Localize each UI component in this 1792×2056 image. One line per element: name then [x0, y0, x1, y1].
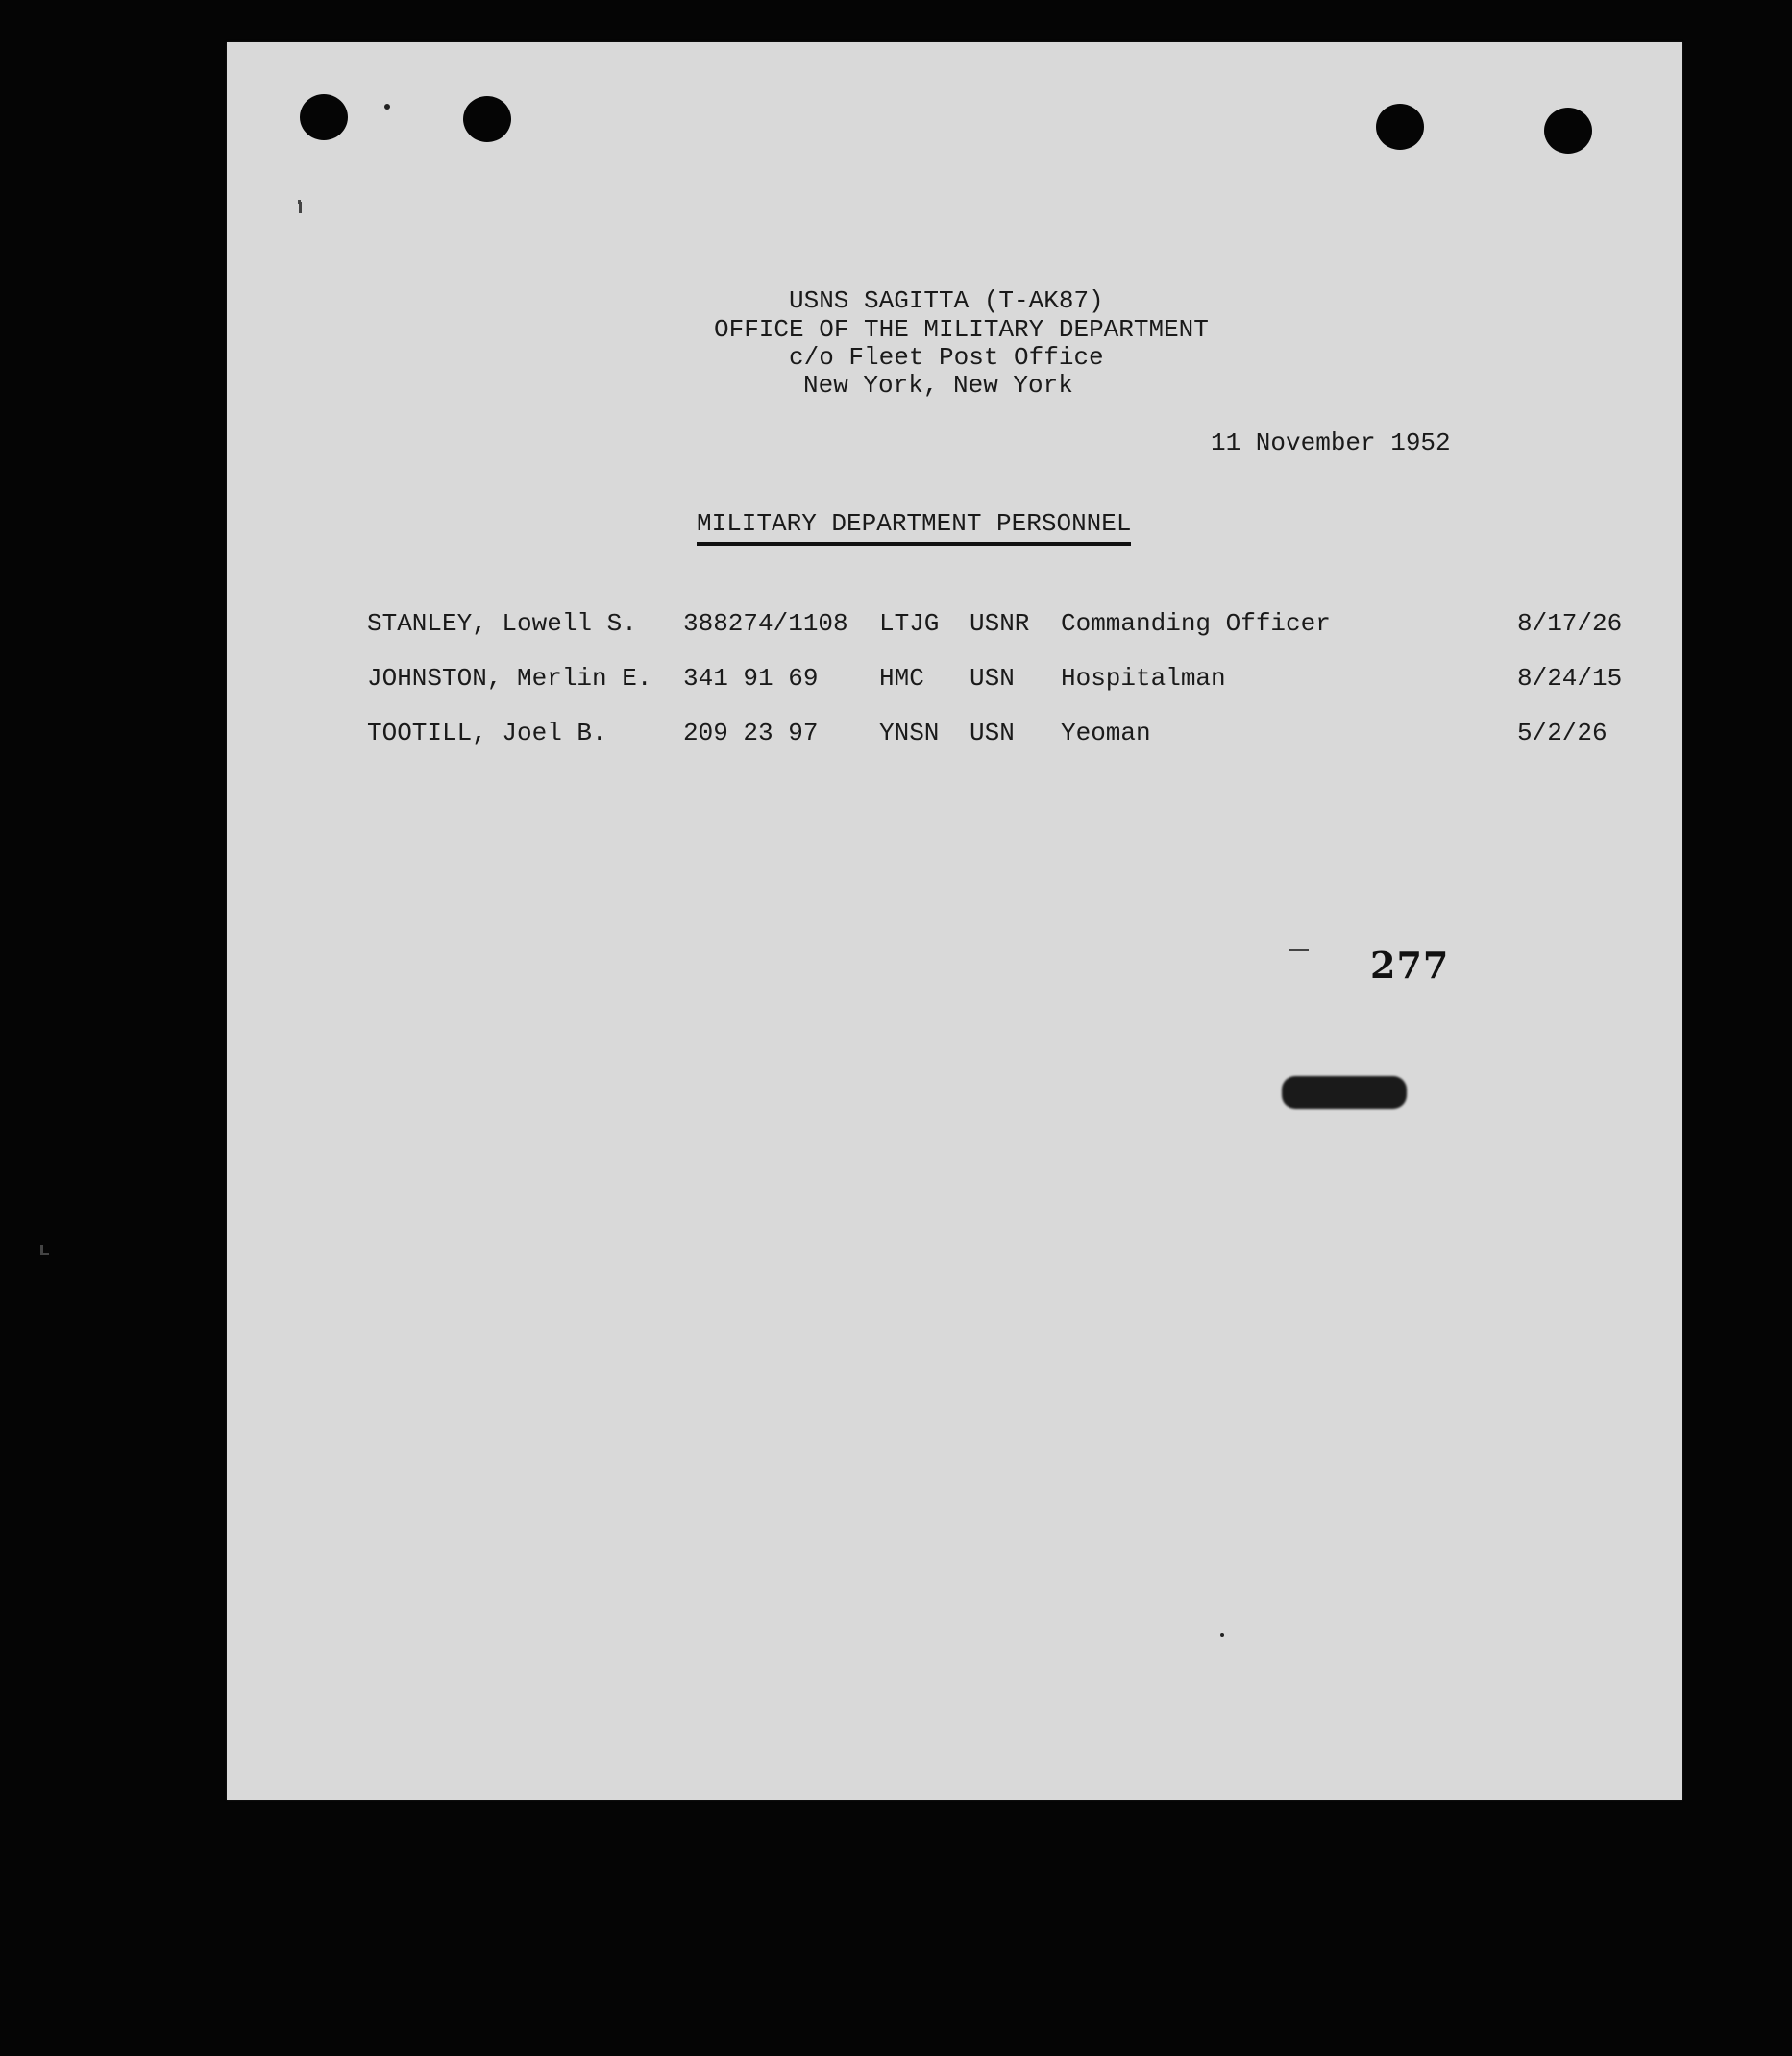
personnel-dob: 8/24/15 — [1517, 664, 1623, 693]
personnel-rank: LTJG — [879, 609, 940, 638]
section-title: MILITARY DEPARTMENT PERSONNEL — [697, 509, 1131, 546]
table-row — [367, 609, 1623, 642]
punch-hole-3 — [1376, 104, 1424, 150]
personnel-branch: USNR — [970, 609, 1030, 638]
page-number-stamp: 277 — [1370, 943, 1450, 987]
personnel-dob: 5/2/26 — [1517, 719, 1608, 747]
margin-mark — [299, 202, 302, 213]
personnel-name: STANLEY, Lowell S. — [367, 609, 637, 638]
personnel-serial: 341 91 69 — [683, 664, 819, 693]
personnel-branch: USN — [970, 719, 1015, 747]
punch-hole-1 — [300, 94, 348, 140]
personnel-serial: 209 23 97 — [683, 719, 819, 747]
personnel-branch: USN — [970, 664, 1015, 693]
personnel-dob: 8/17/26 — [1517, 609, 1623, 638]
letterhead-address-line1: c/o Fleet Post Office — [789, 343, 1104, 372]
punch-hole-2 — [463, 96, 511, 142]
table-row — [367, 719, 1608, 751]
margin-mark — [1289, 949, 1309, 951]
speck — [384, 104, 390, 110]
document-page — [227, 42, 1682, 1800]
personnel-rank: YNSN — [879, 719, 940, 747]
scan-artifact — [41, 1253, 49, 1255]
personnel-name: TOOTILL, Joel B. — [367, 719, 607, 747]
personnel-title: Hospitalman — [1061, 664, 1226, 693]
letterhead-address-line2: New York, New York — [803, 371, 1073, 400]
personnel-serial: 388274/1108 — [683, 609, 848, 638]
personnel-rank: HMC — [879, 664, 924, 693]
letterhead-ship-name: USNS SAGITTA (T-AK87) — [789, 286, 1104, 315]
punch-hole-4 — [1544, 108, 1592, 154]
personnel-name: JOHNSTON, Merlin E. — [367, 664, 652, 693]
table-row — [367, 664, 1623, 697]
letterhead-office: OFFICE OF THE MILITARY DEPARTMENT — [714, 315, 1209, 344]
document-date: 11 November 1952 — [1211, 428, 1451, 457]
personnel-title: Yeoman — [1061, 719, 1151, 747]
speck — [1220, 1633, 1224, 1637]
struck-out-number — [1282, 1076, 1407, 1109]
personnel-title: Commanding Officer — [1061, 609, 1331, 638]
